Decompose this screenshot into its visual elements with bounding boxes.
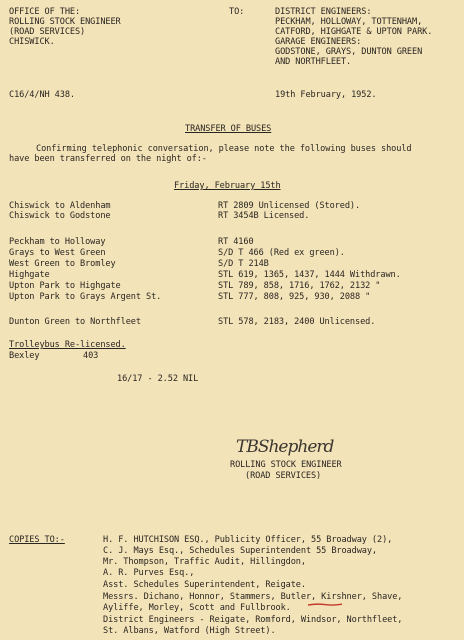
reference-number: C16/4/NH 438. xyxy=(9,90,75,100)
transfer-route: Upton Park to Grays Argent St. xyxy=(9,292,162,302)
memo-date: 19th February, 1952. xyxy=(275,90,377,100)
to-line-6: AND NORTHFLEET. xyxy=(275,57,352,67)
from-line-3: (ROAD SERVICES) xyxy=(9,27,86,37)
handwritten-signature: TBShepherd xyxy=(236,437,334,457)
to-line-4: GARAGE ENGINEERS: xyxy=(275,37,362,47)
copies-line: A. R. Purves Esq., xyxy=(103,568,195,578)
to-line-5: GODSTONE, GRAYS, DUNTON GREEN xyxy=(275,47,423,57)
transfer-buses: STL 619, 1365, 1437, 1444 Withdrawn. xyxy=(218,270,401,280)
transfer-buses: STL 777, 808, 925, 930, 2088 " xyxy=(218,292,371,302)
copies-line: St. Albans, Watford (High Street). xyxy=(103,626,276,636)
transfer-route: Chiswick to Godstone xyxy=(9,211,111,221)
signature-dept: (ROAD SERVICES) xyxy=(245,471,322,481)
copies-label: COPIES TO:- xyxy=(9,535,65,545)
copies-line: Mr. Thompson, Traffic Audit, Hillingdon, xyxy=(103,557,306,567)
transfer-buses: STL 578, 2183, 2400 Unlicensed. xyxy=(218,317,376,327)
to-line-3: CATFORD, HIGHGATE & UPTON PARK. xyxy=(275,27,433,37)
transfer-route: West Green to Bromley xyxy=(9,259,116,269)
from-line-2: ROLLING STOCK ENGINEER xyxy=(9,17,121,27)
transfer-buses: RT 4160 xyxy=(218,237,254,247)
copies-line: Asst. Schedules Superintendent, Reigate. xyxy=(103,580,306,590)
memo-title: TRANSFER OF BUSES xyxy=(185,124,272,134)
trolleybus-number: 403 xyxy=(83,351,99,361)
to-label: TO: xyxy=(229,7,245,17)
from-line-1: OFFICE OF THE: xyxy=(9,7,81,17)
to-line-2: PECKHAM, HOLLOWAY, TOTTENHAM, xyxy=(275,17,423,27)
intro-line-1: Confirming telephonic conversation, please note the following buses should xyxy=(36,144,412,154)
transfer-route: Highgate xyxy=(9,270,50,280)
transfer-route: Chiswick to Aldenham xyxy=(9,201,111,211)
transfer-route: Dunton Green to Northfleet xyxy=(9,317,141,327)
transfer-buses: RT 3454B Licensed. xyxy=(218,211,310,221)
transfer-route: Grays to West Green xyxy=(9,248,106,258)
transfer-day: Friday, February 15th xyxy=(174,181,281,191)
transfer-buses: RT 2809 Unlicensed (Stored). xyxy=(218,201,361,211)
red-pen-underline xyxy=(307,603,343,606)
to-line-1: DISTRICT ENGINEERS: xyxy=(275,7,372,17)
transfer-buses: S/D T 214B xyxy=(218,259,269,269)
trolleybus-depot: Bexley xyxy=(9,351,40,361)
office-code: 16/17 - 2.52 NIL xyxy=(117,374,199,384)
intro-line-2: have been transferred on the night of:- xyxy=(9,154,207,164)
from-line-4: CHISWICK. xyxy=(9,37,55,47)
copies-line: Messrs. Dichano, Honnor, Stammers, Butler, Kirshner, Shave, xyxy=(103,592,403,602)
copies-line: H. F. HUTCHISON ESQ., Publicity Officer, 55 Broadway (2), xyxy=(103,535,393,545)
transfer-route: Peckham to Holloway xyxy=(9,237,106,247)
transfer-buses: STL 789, 858, 1716, 1762, 2132 " xyxy=(218,281,381,291)
transfer-buses: S/D T 466 (Red ex green). xyxy=(218,248,345,258)
signature-title: ROLLING STOCK ENGINEER xyxy=(230,460,342,470)
copies-line: C. J. Mays Esq., Schedules Superintendent 55 Broadway, xyxy=(103,546,377,556)
copies-line: District Engineers - Reigate, Romford, Windsor, Northfleet, xyxy=(103,615,403,625)
copies-line: Ayliffe, Morley, Scott and Fullbrook. xyxy=(103,603,291,613)
transfer-route: Upton Park to Highgate xyxy=(9,281,121,291)
trolleybus-heading: Trolleybus Re-licensed. xyxy=(9,340,126,350)
